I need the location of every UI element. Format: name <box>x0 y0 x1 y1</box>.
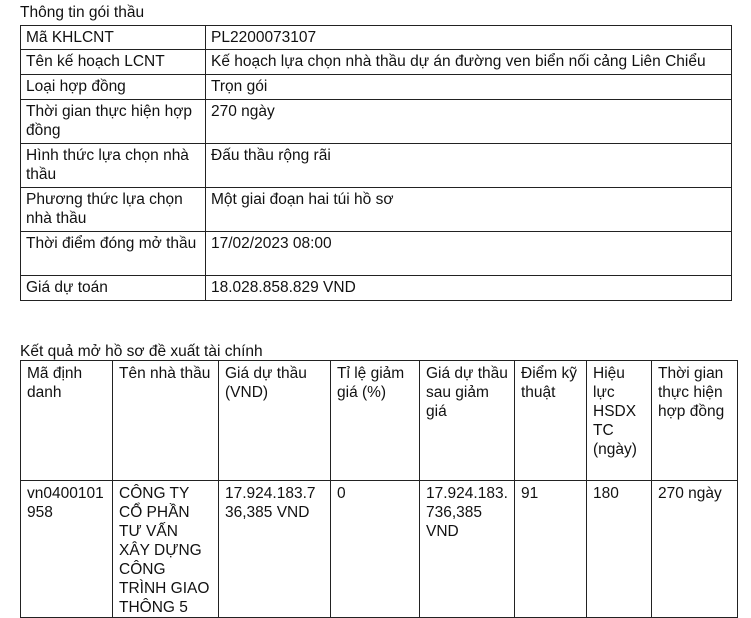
cell-technical-score: 91 <box>515 481 587 618</box>
package-info-title: Thông tin gói thầu <box>20 4 145 21</box>
row-label: Phương thức lựa chọn nhà thầu <box>21 188 206 232</box>
table-header-row <box>21 361 738 481</box>
header-bid-price: Giá dự thầu (VND) <box>219 361 331 481</box>
header-code: Mã định danh <box>21 361 113 481</box>
row-value: 18.028.858.829 VND <box>206 276 732 301</box>
table-row <box>21 144 732 188</box>
cell-contractor-name: CÔNG TY CỔ PHẦN TƯ VẤN XÂY DỰNG CÔNG TRÌNH GIAO THÔNG 5 <box>113 481 219 618</box>
row-value: 270 ngày <box>206 100 732 144</box>
table-row <box>21 276 732 301</box>
cell-discount-rate: 0 <box>331 481 420 618</box>
row-label: Thời điểm đóng mở thầu <box>21 232 206 276</box>
cell-duration: 270 ngày <box>652 481 738 618</box>
row-label: Thời gian thực hiện hợp đồng <box>21 100 206 144</box>
cell-price-after-discount: 17.924.183.736,385 VND <box>420 481 515 618</box>
row-value: Đấu thầu rộng rãi <box>206 144 732 188</box>
cell-bid-price: 17.924.183.736,385 VND <box>219 481 331 618</box>
row-label: Loại hợp đồng <box>21 75 206 100</box>
financial-results-table <box>20 360 738 618</box>
row-value: 17/02/2023 08:00 <box>206 232 732 276</box>
row-value: PL2200073107 <box>206 26 732 50</box>
header-discount-rate: Tỉ lệ giảm giá (%) <box>331 361 420 481</box>
row-label: Tên kế hoạch LCNT <box>21 50 206 75</box>
header-contractor-name: Tên nhà thầu <box>113 361 219 481</box>
cell-validity: 180 <box>587 481 652 618</box>
table-row <box>21 100 732 144</box>
table-row <box>21 26 732 50</box>
header-technical-score: Điểm kỹ thuật <box>515 361 587 481</box>
header-duration: Thời gian thực hiện hợp đồng <box>652 361 738 481</box>
table-row <box>21 75 732 100</box>
table-row <box>21 232 732 276</box>
header-validity: Hiệu lực HSDXTC (ngày) <box>587 361 652 481</box>
financial-results-title: Kết quả mở hồ sơ đề xuất tài chính <box>20 343 263 360</box>
row-value: Trọn gói <box>206 75 732 100</box>
row-label: Hình thức lựa chọn nhà thầu <box>21 144 206 188</box>
cell-code: vn0400101958 <box>21 481 113 618</box>
table-row <box>21 481 738 618</box>
row-value: Một giai đoạn hai túi hồ sơ <box>206 188 732 232</box>
row-value: Kế hoạch lựa chọn nhà thầu dự án đường ven biển nối cảng Liên Chiểu <box>206 50 732 75</box>
table-row <box>21 50 732 75</box>
row-label: Mã KHLCNT <box>21 26 206 50</box>
header-price-after-discount: Giá dự thầu sau giảm giá <box>420 361 515 481</box>
row-label: Giá dự toán <box>21 276 206 301</box>
package-info-table <box>20 25 732 301</box>
table-row <box>21 188 732 232</box>
